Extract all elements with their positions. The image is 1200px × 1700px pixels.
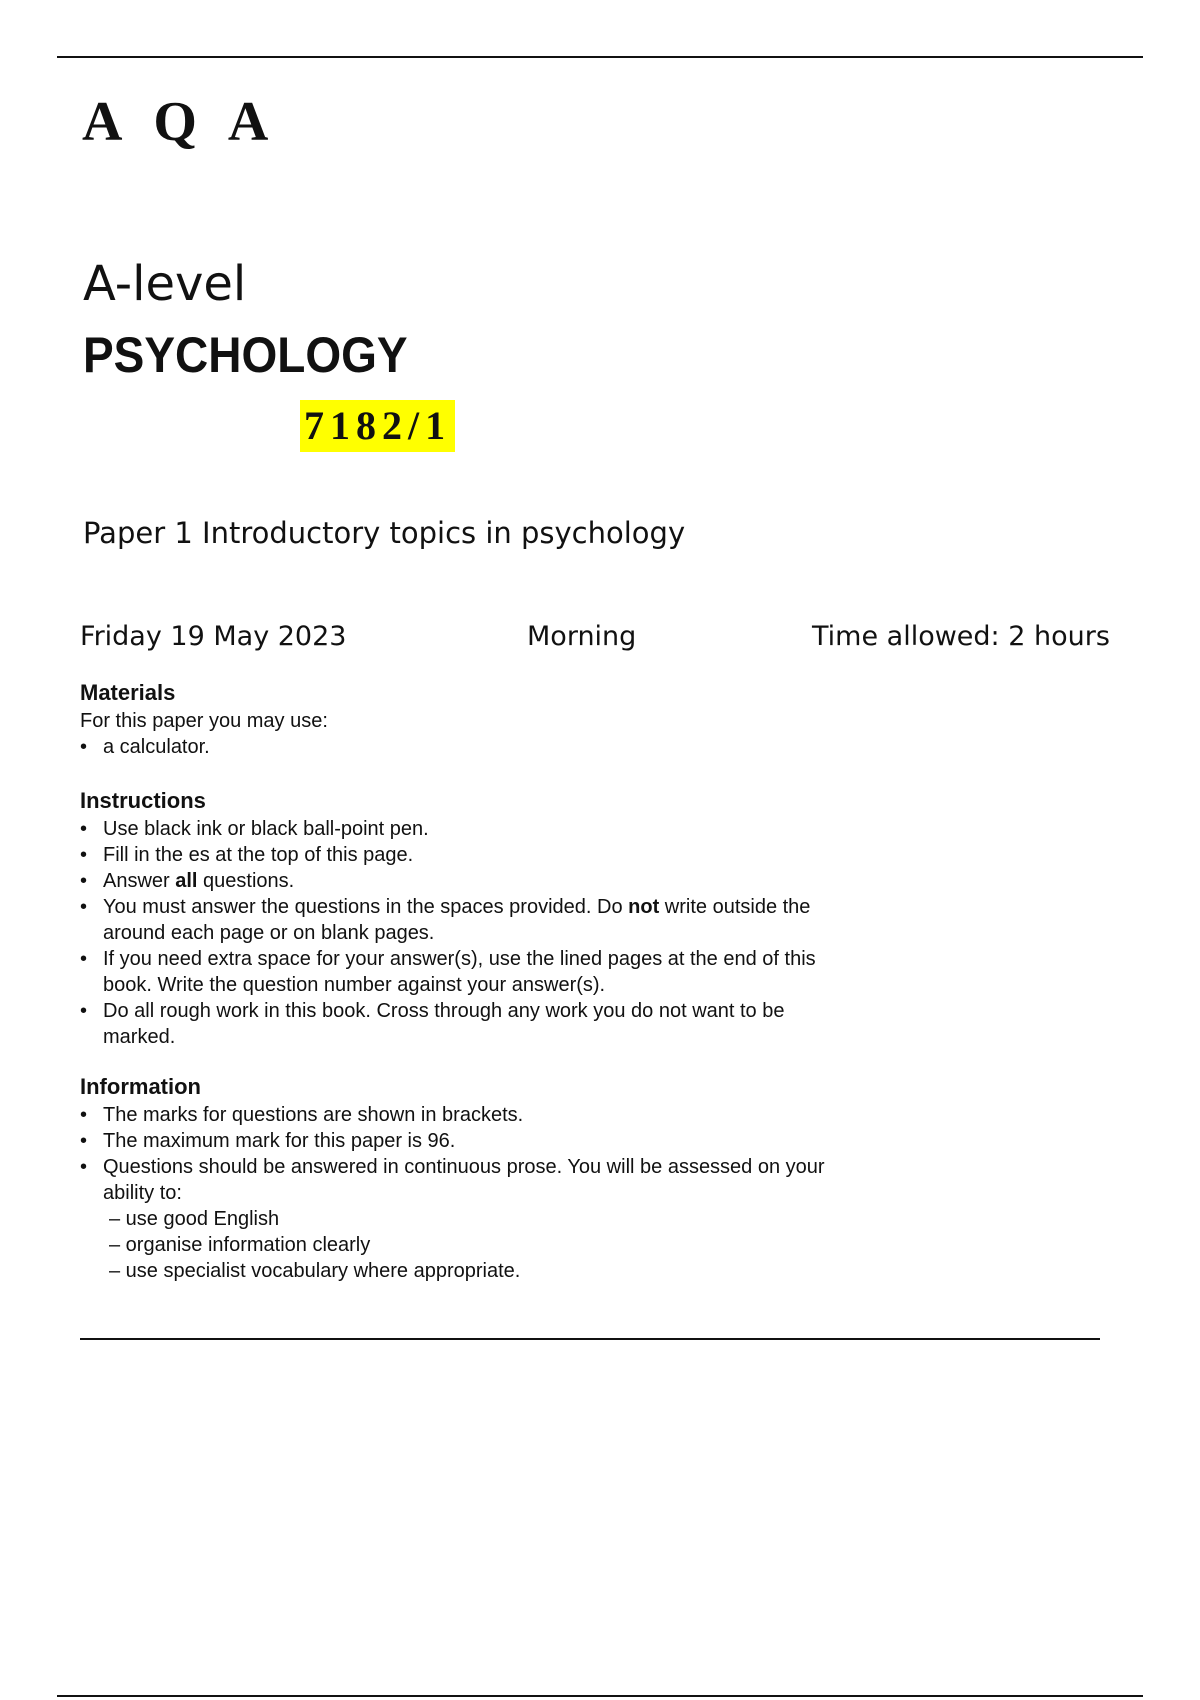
instruction-text: Answer bbox=[103, 870, 176, 892]
information-item: • The marks for questions are shown in brackets. bbox=[80, 1102, 840, 1128]
section-divider bbox=[80, 1338, 1100, 1340]
emphasis-all: all bbox=[175, 870, 198, 892]
top-rule bbox=[57, 56, 1143, 58]
assessment-criterion: – use good English bbox=[109, 1208, 280, 1230]
instruction-item: • If you need extra space for your answer(s), use the lined pages at the end of this book. Write the question number against your answer(s). bbox=[80, 946, 840, 998]
subject-title: PSYCHOLOGY bbox=[83, 327, 408, 383]
exam-date: Friday 19 May 2023 bbox=[80, 621, 347, 652]
aqa-logo: A Q A bbox=[82, 91, 279, 153]
assessment-criterion: – organise information clearly bbox=[109, 1234, 371, 1256]
materials-section bbox=[80, 680, 840, 760]
paper-code: 7182/1 bbox=[300, 400, 455, 452]
assessment-criterion: – use specialist vocabulary where appropriate. bbox=[109, 1260, 521, 1282]
materials-heading: Materials bbox=[80, 680, 176, 705]
bottom-rule bbox=[57, 1695, 1143, 1697]
information-item: • Questions should be answered in continuous prose. You will be assessed on your ability to: bbox=[80, 1154, 840, 1206]
instruction-item: • Fill in the es at the top of this page. bbox=[80, 842, 840, 868]
information-heading: Information bbox=[80, 1074, 201, 1099]
instructions-section bbox=[80, 788, 840, 1050]
materials-intro: For this paper you may use: bbox=[80, 710, 328, 732]
materials-item: • a calculator. bbox=[80, 734, 840, 760]
instruction-item bbox=[80, 894, 840, 946]
instruction-item bbox=[80, 868, 840, 894]
paper-title: Paper 1 Introductory topics in psychology bbox=[83, 516, 686, 550]
instruction-text: questions. bbox=[197, 870, 295, 892]
information-item: • The maximum mark for this paper is 96. bbox=[80, 1128, 840, 1154]
qualification-level: A-level bbox=[83, 256, 247, 312]
instructions-heading: Instructions bbox=[80, 788, 206, 813]
instruction-text: write outside the around each page or on blank pages. bbox=[103, 896, 811, 944]
instruction-text: You must answer the questions in the spaces provided. Do bbox=[103, 896, 629, 918]
instruction-item: • Use black ink or black ball-point pen. bbox=[80, 816, 840, 842]
instruction-item: • Do all rough work in this book. Cross through any work you do not want to be marked. bbox=[80, 998, 840, 1050]
exam-session: Morning bbox=[527, 621, 637, 652]
time-allowed: Time allowed: 2 hours bbox=[812, 621, 1110, 652]
information-section bbox=[80, 1074, 840, 1284]
emphasis-not: not bbox=[628, 896, 660, 918]
